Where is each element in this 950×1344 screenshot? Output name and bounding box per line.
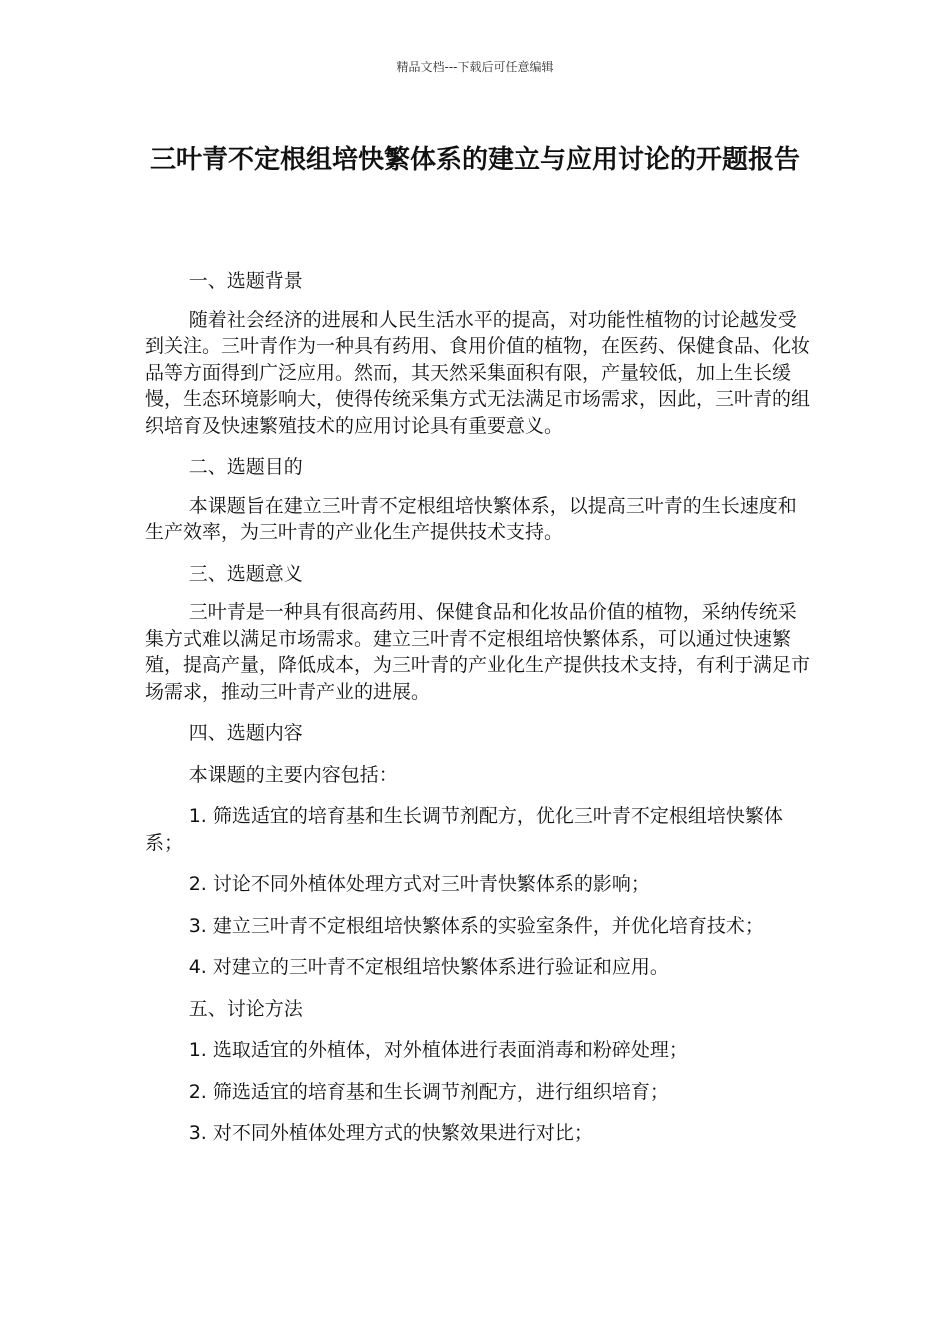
- list-item-method-2: 2. 筛选适宜的培育基和生长调节剂配方，进行组织培育；: [188, 1080, 669, 1103]
- section-heading-methods: 五、讨论方法: [188, 997, 303, 1020]
- list-item-content-4: 4. 对建立的三叶青不定根组培快繁体系进行验证和应用。: [188, 956, 669, 978]
- section-heading-content: 四、选题内容: [188, 722, 303, 744]
- paragraph-significance: 三叶青是一种具有很高药用、保健食品和化妆品价值的植物，采纳传统采集方式难以满足市场需求。建立三叶青不定根组培快繁体系，可以通过快速繁殖，提高产量，降低成本，为三叶青的产业化生产提供技术支持，有利于满足市场需求，推动三叶青产业的进展。: [145, 601, 811, 703]
- list-item-method-1: 1. 选取适宜的外植体，对外植体进行表面消毒和粉碎处理；: [188, 1039, 688, 1061]
- document-title: 三叶青不定根组培快繁体系的建立与应用讨论的开题报告: [149, 145, 800, 175]
- paragraph-content-intro: 本课题的主要内容包括：: [188, 763, 398, 786]
- list-item-method-3: 3. 对不同外植体处理方式的快繁效果进行对比；: [188, 1122, 593, 1144]
- section-heading-significance: 三、选题意义: [188, 562, 303, 585]
- paragraph-background: 随着社会经济的进展和人民生活水平的提高，对功能性植物的讨论越发受到关注。三叶青作为一种具有药用、食用价值的植物，在医药、保健食品、化妆品等方面得到广泛应用。然而，其天然采集面积有限，产量较低，加上生长缓慢，生态环境影响大，使得传统采集方式无法满足市场需求，因此，三叶青的组织培育及快速繁殖技术的应用讨论具有重要意义。: [145, 308, 811, 437]
- section-heading-purpose: 二、选题目的: [188, 456, 303, 478]
- list-item-content-3: 3. 建立三叶青不定根组培快繁体系的实验室条件，并优化培育技术；: [188, 914, 764, 937]
- section-heading-background: 一、选题背景: [188, 270, 303, 292]
- document-body: [145, 268, 810, 1162]
- paragraph-purpose: 本课题旨在建立三叶青不定根组培快繁体系，以提高三叶青的生长速度和生产效率，为三叶青的产业化生产提供技术支持。: [145, 494, 797, 543]
- header-note: 精品文档---下载后可任意编辑: [396, 60, 554, 74]
- list-item-content-1: 1. 筛选适宜的培育基和生长调节剂配方，优化三叶青不定根组培快繁体系；: [145, 805, 783, 854]
- list-item-content-2: 2. 讨论不同外植体处理方式对三叶青快繁体系的影响；: [188, 873, 650, 895]
